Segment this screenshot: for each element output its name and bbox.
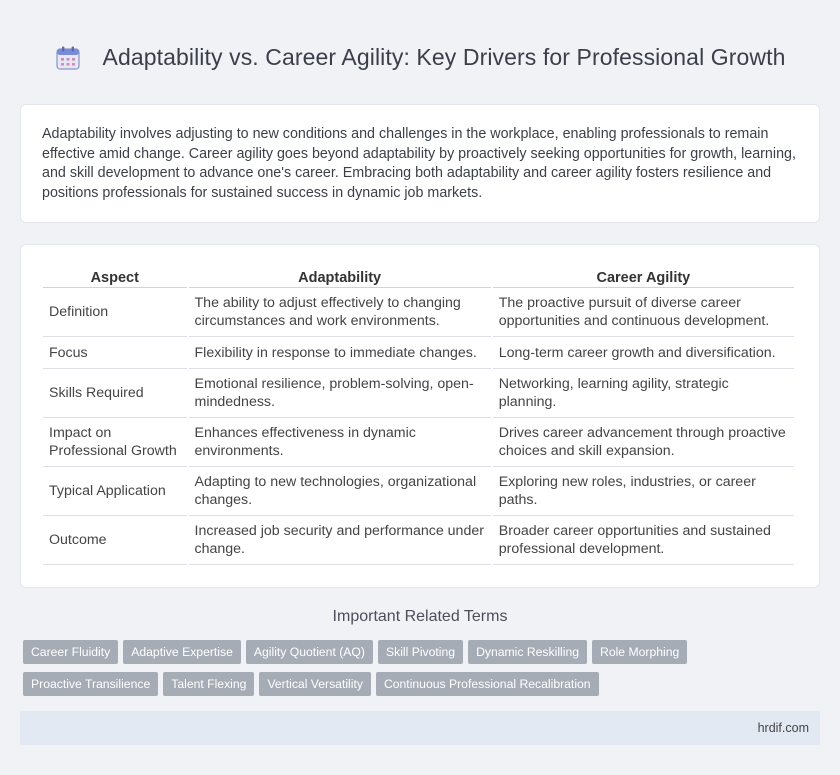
table-row	[43, 516, 794, 565]
column-header-adaptability: Adaptability	[189, 267, 491, 288]
related-terms-title: Important Related Terms	[332, 608, 508, 625]
page-header	[0, 0, 840, 117]
related-term-tag[interactable]: Role Morphing	[592, 640, 687, 664]
comparison-table	[41, 267, 796, 565]
table-cell-adaptability: Enhances effectiveness in dynamic environments.	[189, 418, 491, 467]
header-inner	[55, 44, 786, 71]
table-row	[43, 467, 794, 516]
table-header-row	[43, 267, 794, 288]
table-cell-adaptability: Emotional resilience, problem-solving, open-mindedness.	[189, 369, 491, 418]
table-cell-aspect: Skills Required	[43, 369, 187, 418]
table-cell-aspect: Outcome	[43, 516, 187, 565]
footer-site-name[interactable]: hrdif.com	[757, 721, 809, 735]
table-cell-career-agility: Broader career opportunities and sustained professional development.	[493, 516, 794, 565]
table-cell-adaptability: The ability to adjust effectively to changing circumstances and work environments.	[189, 288, 491, 337]
table-row	[43, 288, 794, 337]
table-cell-career-agility: Long-term career growth and diversification.	[493, 337, 794, 369]
related-term-tag[interactable]: Continuous Professional Recalibration	[376, 672, 599, 696]
table-cell-adaptability: Flexibility in response to immediate changes.	[189, 337, 491, 369]
table-cell-career-agility: Exploring new roles, industries, or career paths.	[493, 467, 794, 516]
related-term-tag[interactable]: Talent Flexing	[163, 672, 254, 696]
related-term-tag[interactable]: Agility Quotient (AQ)	[246, 640, 373, 664]
table-cell-adaptability: Adapting to new technologies, organizational changes.	[189, 467, 491, 516]
related-term-tag[interactable]: Career Fluidity	[23, 640, 118, 664]
intro-text: Adaptability involves adjusting to new conditions and challenges in the workplace, enabling professionals to remain effective amid change. Career agility goes beyond adaptability by proactively seeking opportunities for growth, learning, and skill development to advance one's career. Embracing both adaptability and career agility fosters resilience and positions professionals for sustained success in dynamic job markets.	[42, 126, 796, 201]
calendar-icon	[55, 45, 81, 71]
intro-card	[20, 104, 820, 223]
table-cell-aspect: Impact on Professional Growth	[43, 418, 187, 467]
related-terms-tags	[23, 640, 823, 704]
table-row	[43, 418, 794, 467]
comparison-card	[20, 244, 820, 588]
table-cell-career-agility: The proactive pursuit of diverse career opportunities and continuous development.	[493, 288, 794, 337]
page-title: Adaptability vs. Career Agility: Key Drivers for Professional Growth	[102, 44, 786, 70]
related-term-tag[interactable]: Skill Pivoting	[378, 640, 463, 664]
related-term-tag[interactable]: Dynamic Reskilling	[468, 640, 587, 664]
page-footer	[20, 711, 820, 745]
table-cell-career-agility: Drives career advancement through proactive choices and skill expansion.	[493, 418, 794, 467]
table-cell-aspect: Focus	[43, 337, 187, 369]
table-cell-career-agility: Networking, learning agility, strategic planning.	[493, 369, 794, 418]
table-row	[43, 337, 794, 369]
related-term-tag[interactable]: Adaptive Expertise	[123, 640, 241, 664]
related-term-tag[interactable]: Vertical Versatility	[259, 672, 371, 696]
table-cell-aspect: Typical Application	[43, 467, 187, 516]
column-header-career-agility: Career Agility	[493, 267, 794, 288]
column-header-aspect: Aspect	[43, 267, 187, 288]
table-cell-adaptability: Increased job security and performance under change.	[189, 516, 491, 565]
table-cell-aspect: Definition	[43, 288, 187, 337]
related-term-tag[interactable]: Proactive Transilience	[23, 672, 158, 696]
table-row	[43, 369, 794, 418]
